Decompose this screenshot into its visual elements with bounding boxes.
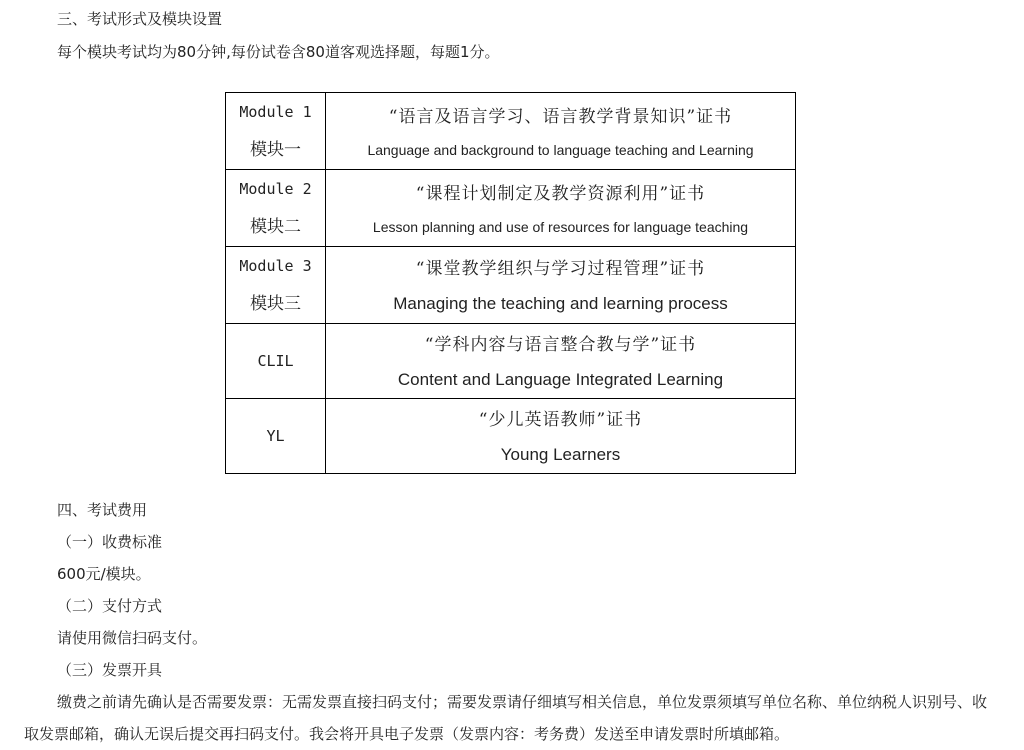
module-code: Module 2 bbox=[239, 180, 312, 198]
certificate-en: Content and Language Integrated Learning bbox=[397, 370, 724, 389]
certificate-cell bbox=[326, 93, 796, 170]
table-row bbox=[226, 170, 796, 247]
module-cell bbox=[226, 324, 326, 399]
certificate-cell bbox=[326, 247, 796, 324]
certificate-cn: “学科内容与语言整合教与学”证书 bbox=[424, 335, 697, 355]
fee-standard-heading: （一）收费标准 bbox=[57, 533, 163, 551]
table-row bbox=[226, 93, 796, 170]
module-cn-name: 模块三 bbox=[250, 294, 301, 314]
module-cell bbox=[226, 170, 326, 247]
certificate-cn: “语言及语言学习、语言教学背景知识”证书 bbox=[388, 107, 733, 127]
certificate-cn: “课程计划制定及教学资源利用”证书 bbox=[415, 184, 706, 204]
table-row bbox=[226, 399, 796, 474]
module-cn-name: 模块二 bbox=[250, 217, 301, 237]
fee-standard-value: 600元/模块。 bbox=[57, 565, 151, 583]
certificate-cell bbox=[326, 324, 796, 399]
certificate-cell bbox=[326, 170, 796, 247]
module-code: CLIL bbox=[257, 352, 294, 370]
module-cell bbox=[226, 93, 326, 170]
modules-table bbox=[225, 92, 796, 474]
certificate-cn: “少儿英语教师”证书 bbox=[478, 410, 643, 430]
certificate-en: Managing the teaching and learning process bbox=[393, 294, 728, 313]
module-code: Module 1 bbox=[239, 103, 312, 121]
invoice-heading: （三）发票开具 bbox=[57, 661, 163, 679]
section-3-description: 每个模块考试均为80分钟,每份试卷含80道客观选择题，每题1分。 bbox=[57, 43, 500, 61]
module-code: Module 3 bbox=[239, 257, 312, 275]
module-code: YL bbox=[266, 427, 285, 445]
certificate-cell bbox=[326, 399, 796, 474]
module-cn-name: 模块一 bbox=[250, 140, 301, 160]
certificate-en: Language and background to language teaching and Learning bbox=[367, 142, 754, 158]
section-3-heading: 三、考试形式及模块设置 bbox=[57, 10, 223, 28]
certificate-en: Young Learners bbox=[500, 445, 621, 464]
payment-method-value: 请使用微信扫码支付。 bbox=[57, 629, 208, 647]
table-row bbox=[226, 324, 796, 399]
invoice-paragraph: 缴费之前请先确认是否需要发票：无需发票直接扫码支付；需要发票请仔细填写相关信息，单位发票须填写单位名称、单位纳税人识别号、收取发票邮箱，确认无误后提交再扫码支付。我会将开具电子发票（发票内容：考务费）发送至申请发票时所填邮箱。 bbox=[24, 693, 988, 743]
table-row bbox=[226, 247, 796, 324]
certificate-en: Lesson planning and use of resources for language teaching bbox=[372, 219, 749, 235]
payment-method-heading: （二）支付方式 bbox=[57, 597, 163, 615]
section-4-heading: 四、考试费用 bbox=[57, 501, 148, 519]
module-cell bbox=[226, 399, 326, 474]
certificate-cn: “课堂教学组织与学习过程管理”证书 bbox=[415, 259, 706, 279]
module-cell bbox=[226, 247, 326, 324]
